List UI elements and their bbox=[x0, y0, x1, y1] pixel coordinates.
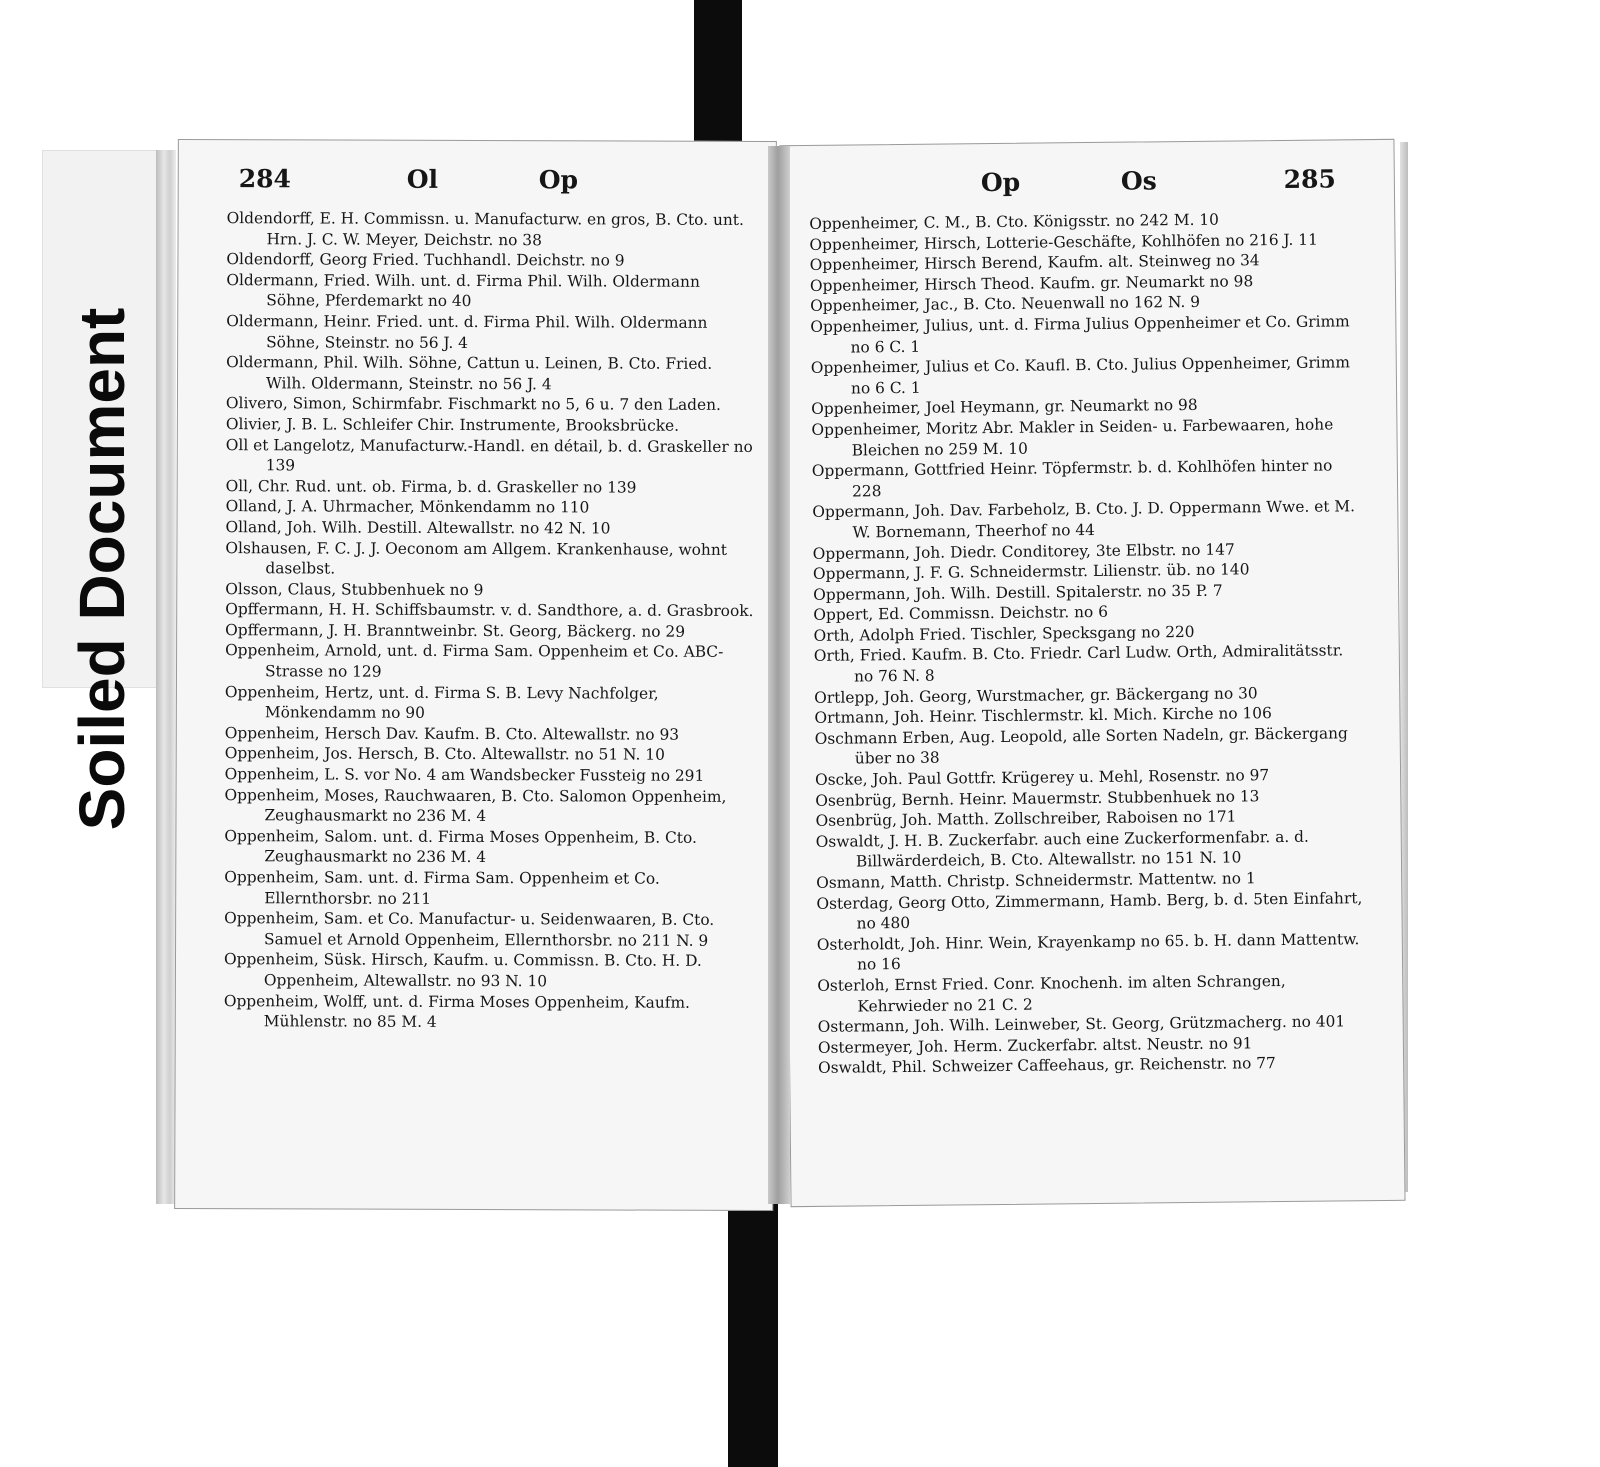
directory-entry: Oppenheim, Hertz, unt. d. Firma S. B. Levy Nachfolger, Mönkendamm no 90 bbox=[224, 682, 659, 723]
directory-entry: Ortmann, Joh. Heinr. Tischlermstr. kl. Mich. Kirche no 106 bbox=[814, 704, 1272, 728]
directory-entry: Oppenheim, Süsk. Hirsch, Kaufm. u. Commissn. B. Cto. H. D. Oppenheim, Altewallstr. no 93 N. 10 bbox=[223, 950, 702, 991]
right-entry-list bbox=[809, 208, 1367, 1079]
right-page-header bbox=[841, 164, 1374, 206]
directory-entry: Oppenheim, Hersch Dav. Kaufm. B. Cto. Altewallstr. no 93 bbox=[224, 723, 680, 744]
directory-entry: Oldermann, Heinr. Fried. unt. d. Firma Phil. Wilh. Oldermann Söhne, Steinstr. no 56 J. 4 bbox=[226, 312, 708, 352]
directory-entry: Opffermann, J. H. Branntweinbr. St. Georg, Bäckerg. no 29 bbox=[225, 621, 686, 641]
directory-entry: Oppenheim, Sam. unt. d. Firma Sam. Oppenheim et Co. Ellernthorsbr. no 211 bbox=[224, 868, 660, 908]
left-guide-word-last: Op bbox=[538, 165, 579, 195]
binding-strap-top bbox=[694, 0, 742, 150]
directory-entry: Osterdag, Georg Otto, Zimmermann, Hamb. Berg, b. d. 5ten Einfahrt, no 480 bbox=[816, 888, 1363, 933]
directory-entry: Oppermann, Joh. Wilh. Destill. Spitalerstr. no 35 P. 7 bbox=[813, 581, 1223, 604]
right-page-number: 285 bbox=[1283, 164, 1336, 194]
directory-entry: Oppenheimer, Hirsch Berend, Kaufm. alt. Steinweg no 34 bbox=[809, 251, 1260, 275]
directory-entry: Oppenheim, Arnold, unt. d. Firma Sam. Oppenheim et Co. ABC-Strasse no 129 bbox=[225, 641, 724, 681]
directory-entry: Oppermann, Joh. Dav. Farbeholz, B. Cto. J. D. Oppermann Wwe. et M. W. Bornemann, Theerhof no 44 bbox=[812, 497, 1356, 542]
directory-entry: Oppenheim, Sam. et Co. Manufactur- u. Seidenwaaren, B. Cto. Samuel et Arnold Oppenheim, Ellernthorsbr. no 211 N. 9 bbox=[224, 909, 715, 950]
directory-entry: Osenbrüg, Bernh. Heinr. Mauermstr. Stubbenhuek no 13 bbox=[815, 786, 1260, 810]
directory-entry: Oppenheim, L. S. vor No. 4 am Wandsbecker Fussteig no 291 bbox=[224, 765, 705, 785]
directory-entry: Oppenheimer, Moritz Abr. Makler in Seiden- u. Farbewaaren, hohe Bleichen no 259 M. 10 bbox=[811, 415, 1334, 460]
directory-entry: Oppenheimer, C. M., B. Cto. Königsstr. no 242 M. 10 bbox=[809, 210, 1220, 233]
soiled-document-stamp bbox=[42, 150, 162, 831]
right-guide-word-last: Os bbox=[1120, 166, 1157, 196]
directory-entry: Oswaldt, Phil. Schweizer Caffeehaus, gr. Reichenstr. no 77 bbox=[818, 1054, 1276, 1078]
directory-entry: Oppenheimer, Julius et Co. Kaufl. B. Cto. Julius Oppenheimer, Grimm no 6 C. 1 bbox=[810, 353, 1350, 398]
left-page-number: 284 bbox=[238, 164, 291, 194]
directory-entry: Oswaldt, J. H. B. Zuckerfabr. auch eine Zuckerformenfabr. a. d. Billwärderdeich, B. Cto. Altewallstr. no 151 N. 10 bbox=[815, 827, 1309, 871]
directory-entry: Ortlepp, Joh. Georg, Wurstmacher, gr. Bäckergang no 30 bbox=[814, 683, 1258, 707]
directory-entry: Oppermann, J. F. G. Schneidermstr. Lilienstr. üb. no 140 bbox=[812, 560, 1250, 584]
directory-entry: Oll, Chr. Rud. unt. ob. Firma, b. d. Graskeller no 139 bbox=[225, 476, 637, 497]
left-guide-word-first: Ol bbox=[406, 164, 439, 194]
directory-entry: Olsson, Claus, Stubbenhuek no 9 bbox=[225, 579, 484, 599]
directory-entry: Oppenheimer, Hirsch, Lotterie-Geschäfte, Kohlhöfen no 216 J. 11 bbox=[809, 230, 1318, 254]
directory-entry: Oppermann, Gottfried Heinr. Töpfermstr. b. d. Kohlhöfen hinter no 228 bbox=[811, 456, 1333, 501]
stamp-label: Soiled Document bbox=[66, 307, 138, 831]
directory-entry: Oppenheimer, Jac., B. Cto. Neuenwall no 162 N. 9 bbox=[810, 293, 1201, 316]
right-page bbox=[779, 139, 1405, 1207]
directory-entry: Oppert, Ed. Commissn. Deichstr. no 6 bbox=[813, 603, 1109, 625]
left-entry-list bbox=[224, 208, 758, 1034]
directory-entry: Oppenheim, Salom. unt. d. Firma Moses Oppenheim, B. Cto. Zeughausmarkt no 236 M. 4 bbox=[224, 826, 697, 867]
directory-entry: Oldermann, Fried. Wilh. unt. d. Firma Phil. Wilh. Oldermann Söhne, Pferdemarkt no 40 bbox=[226, 270, 700, 311]
directory-entry: Oppenheim, Moses, Rauchwaaren, B. Cto. Salomon Oppenheim, Zeughausmarkt no 236 M. 4 bbox=[224, 785, 727, 826]
binding-strap-bottom bbox=[728, 1194, 778, 1467]
directory-entry: Ostermann, Joh. Wilh. Leinweber, St. Georg, Grützmacherg. no 401 bbox=[817, 1012, 1346, 1037]
left-page-header bbox=[239, 164, 756, 202]
directory-entry: Oll et Langelotz, Manufacturw.-Handl. en détail, b. d. Graskeller no 139 bbox=[225, 435, 753, 475]
directory-entry: Osterloh, Ernst Fried. Conr. Knochenh. im alten Schrangen, Kehrwieder no 21 C. 2 bbox=[817, 971, 1286, 1016]
directory-entry: Orth, Fried. Kaufm. B. Cto. Friedr. Carl Ludw. Orth, Admiralitätsstr. no 76 N. 8 bbox=[813, 641, 1344, 686]
directory-entry: Olland, Joh. Wilh. Destill. Altewallstr. no 42 N. 10 bbox=[225, 518, 611, 538]
directory-entry: Osmann, Matth. Christp. Schneidermstr. Mattentw. no 1 bbox=[816, 869, 1256, 892]
left-page-edges bbox=[156, 150, 176, 1204]
left-page bbox=[174, 139, 777, 1211]
directory-entry: Orth, Adolph Fried. Tischler, Specksgang no 220 bbox=[813, 622, 1195, 645]
book-gutter bbox=[768, 146, 790, 1204]
directory-entry: Oldermann, Phil. Wilh. Söhne, Cattun u. Leinen, B. Cto. Fried. Wilh. Oldermann, Steinstr. no 56 J. 4 bbox=[226, 353, 713, 394]
directory-entry: Oppenheimer, Joel Heymann, gr. Neumarkt no 98 bbox=[811, 396, 1198, 419]
directory-entry: Oppermann, Joh. Diedr. Conditorey, 3te Elbstr. no 147 bbox=[812, 540, 1235, 563]
directory-entry: Olivier, J. B. L. Schleifer Chir. Instrumente, Brooksbrücke. bbox=[225, 415, 680, 435]
right-guide-word-first: Op bbox=[980, 167, 1021, 198]
directory-entry: Olland, J. A. Uhrmacher, Mönkendamm no 110 bbox=[225, 497, 590, 517]
directory-entry: Oppenheimer, Hirsch Theod. Kaufm. gr. Neumarkt no 98 bbox=[809, 272, 1254, 295]
directory-entry: Olshausen, F. C. J. J. Oeconom am Allgem. Krankenhause, wohnt daselbst. bbox=[225, 538, 727, 578]
directory-entry: Opffermann, H. H. Schiffsbaumstr. v. d. Sandthore, a. d. Grasbrook. bbox=[225, 600, 754, 621]
directory-entry: Osterholdt, Joh. Hinr. Wein, Krayenkamp no 65. b. H. dann Mattentw. no 16 bbox=[816, 930, 1360, 974]
directory-entry: Olivero, Simon, Schirmfabr. Fischmarkt no 5, 6 u. 7 den Laden. bbox=[225, 394, 722, 415]
directory-entry: Oldendorff, E. H. Commissn. u. Manufacturw. en gros, B. Cto. unt. Hrn. J. C. W. Meyer, Deichstr. no 38 bbox=[226, 209, 744, 249]
directory-entry: Oldendorff, Georg Fried. Tuchhandl. Deichstr. no 9 bbox=[226, 250, 625, 270]
directory-entry: Oschmann Erben, Aug. Leopold, alle Sorten Nadeln, gr. Bäckergang über no 38 bbox=[814, 724, 1348, 768]
directory-entry: Osenbrüg, Joh. Matth. Zollschreiber, Raboisen no 171 bbox=[815, 807, 1237, 831]
directory-entry: Ostermeyer, Joh. Herm. Zuckerfabr. altst. Neustr. no 91 bbox=[817, 1034, 1253, 1057]
directory-entry: Oppenheim, Wolff, unt. d. Firma Moses Oppenheim, Kaufm. Mühlenstr. no 85 M. 4 bbox=[223, 991, 690, 1032]
directory-entry: Oppenheimer, Julius, unt. d. Firma Julius Oppenheimer et Co. Grimm no 6 C. 1 bbox=[810, 312, 1350, 357]
directory-entry: Oppenheim, Jos. Hersch, B. Cto. Altewallstr. no 51 N. 10 bbox=[224, 744, 665, 765]
directory-entry: Oscke, Joh. Paul Gottfr. Krügerey u. Mehl, Rosenstr. no 97 bbox=[815, 766, 1270, 789]
